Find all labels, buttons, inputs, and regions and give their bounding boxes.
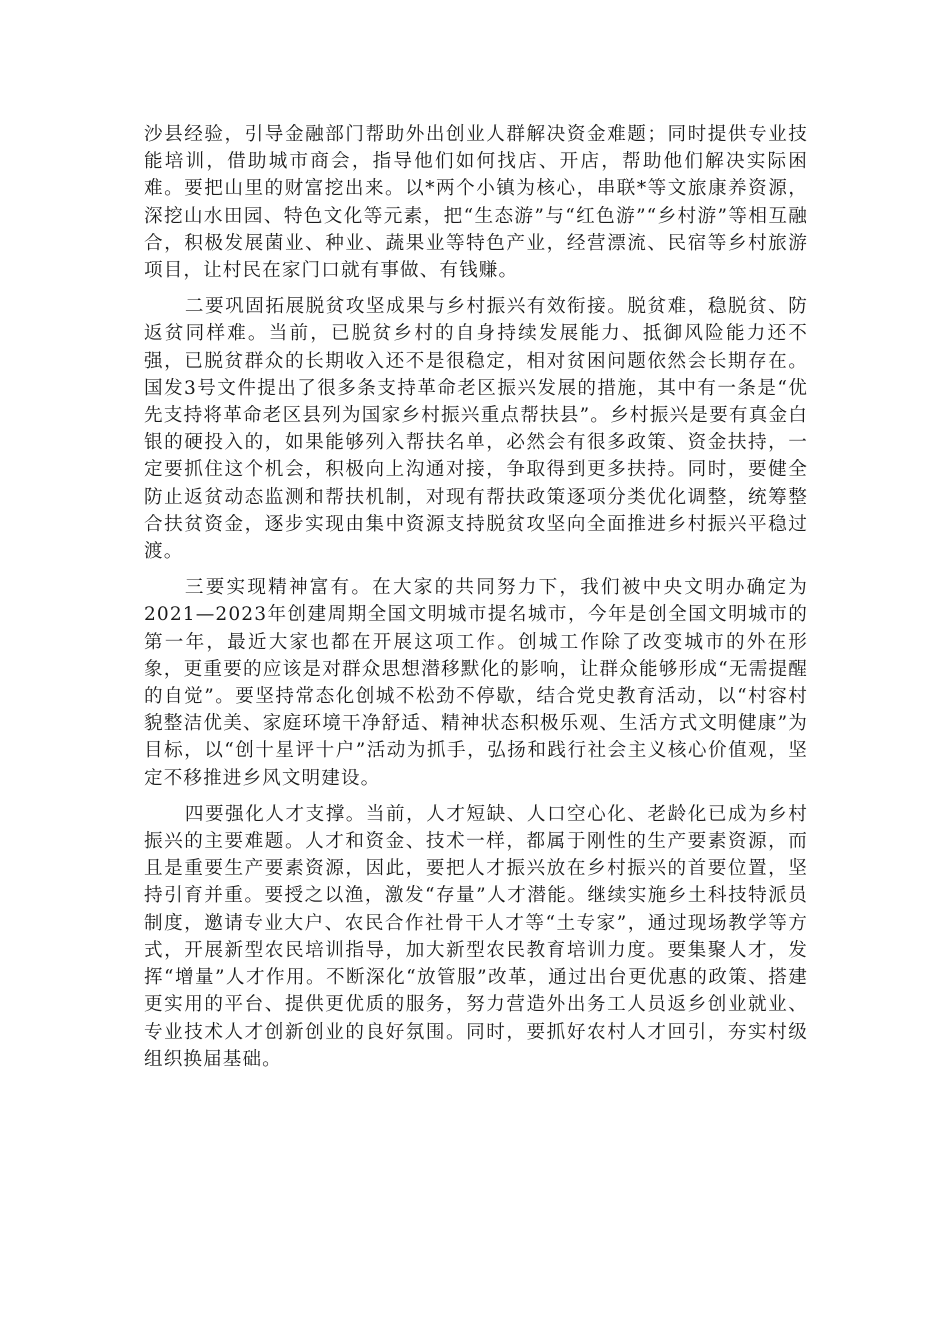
paragraph-spiritual-wealth: 三要实现精神富有。在大家的共同努力下，我们被中央文明办确定为2021—2023年创建周期全国文明城市提名城市，今年是创全国文明城市的第一年，最近大家也都在开展这项工作。创城工作除了改变城市的外在形象，更重要的应该是对群众思想潜移默化的影响，让群众能够形成“无需提醒的自觉”。要坚持常态化创城不松劲不停歇，结合党史教育活动，以“村容村貌整洁优美、家庭环境干净舒适、精神状态积极乐观、生活方式文明健康”为目标，以“创十星评十户”活动为抓手，弘扬和践行社会主义核心价值观，坚定不移推进乡风文明建设。 xyxy=(144,577,808,789)
document-body xyxy=(144,121,808,1082)
paragraph-poverty-alleviation: 二要巩固拓展脱贫攻坚成果与乡村振兴有效衔接。脱贫难，稳脱贫、防返贫同样难。当前，已脱贫乡村的自身持续发展能力、抵御风险能力还不强，已脱贫群众的长期收入还不是很稳定，相对贫困问题依然会长期存在。国发3号文件提出了很多条支持革命老区振兴发展的措施，其中有一条是“优先支持将革命老区县列为国家乡村振兴重点帮扶县”。乡村振兴是要有真金白银的硬投入的，如果能够列入帮扶名单，必然会有很多政策、资金扶持，一定要抓住这个机会，积极向上沟通对接，争取得到更多扶持。同时，要健全防止返贫动态监测和帮扶机制，对现有帮扶政策逐项分类优化调整，统筹整合扶贫资金，逐步实现由集中资源支持脱贫攻坚向全面推进乡村振兴平稳过渡。 xyxy=(144,296,808,563)
paragraph-rural-tourism: 沙县经验，引导金融部门帮助外出创业人群解决资金难题；同时提供专业技能培训，借助城市商会，指导他们如何找店、开店，帮助他们解决实际困难。要把山里的财富挖出来。以*两个小镇为核心，串联*等文旅康养资源，深挖山水田园、特色文化等元素，把“生态游”与“红色游”“乡村游”等相互融合，积极发展菌业、种业、蔬果业等特色产业，经营漂流、民宿等乡村旅游项目，让村民在家门口就有事做、有钱赚。 xyxy=(144,124,808,282)
paragraph-talent-support: 四要强化人才支撑。当前，人才短缺、人口空心化、老龄化已成为乡村振兴的主要难题。人才和资金、技术一样，都属于刚性的生产要素资源，而且是重要生产要素资源，因此，要把人才振兴放在乡村振兴的首要位置，坚持引育并重。要授之以渔，激发“存量”人才潜能。继续实施乡土科技特派员制度，邀请专业大户、农民合作社骨干人才等“土专家”，通过现场教学等方式，开展新型农民培训指导，加大新型农民教育培训力度。要集聚人才，发挥“增量”人才作用。不断深化“放管服”改革，通过出台更优惠的政策、搭建更实用的平台、提供更优质的服务，努力营造外出务工人员返乡创业就业、专业技术人才创新创业的良好氛围。同时，要抓好农村人才回引，夯实村级组织换届基础。 xyxy=(144,803,808,1070)
